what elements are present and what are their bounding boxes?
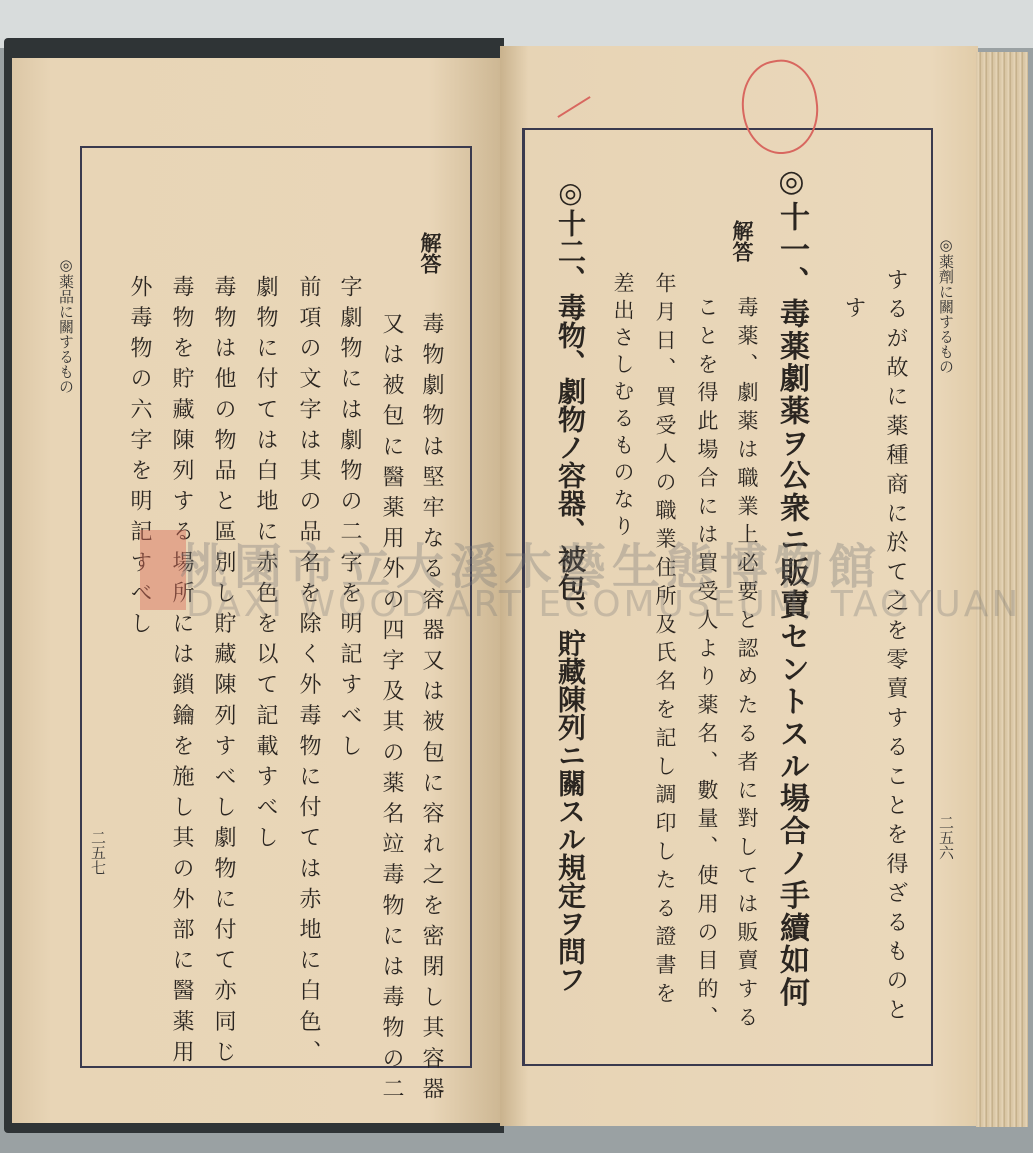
left-text-line-3: 字劇物には劇物の二字を明記すべし [337, 275, 362, 765]
answer-11-line-1: 毒薬、劇薬は職業上必要と認めたる者に對しては販賣する [735, 296, 759, 1035]
right-page-header: ◎薬劑に關するもの [937, 236, 955, 374]
answer-11-line-4: 差出さしむるものなり [611, 272, 635, 542]
left-text-line-6: 毒物は他の物品と區別し貯藏陳列すべし劇物に付て亦同じ [211, 275, 236, 1071]
museum-watermark: 桃園市立大溪木藝生態博物館 [180, 539, 883, 595]
right-page-number: 二五六 [937, 815, 955, 860]
left-page-header: ◎薬品に關するもの [57, 256, 75, 394]
left-page-number: 二五七 [89, 830, 107, 875]
left-text-line-7: 毒物を貯藏陳列する場所には鎖鑰を施し其の外部に醫薬用 [169, 275, 194, 1071]
left-text-line-2: 又は被包に醫薬用外の四字及其の薬名竝毒物には毒物の二 [379, 312, 404, 1108]
answer-11-line-3: 年月日、買受人の職業住所及氏名を記し調印したる證書を [653, 272, 677, 1011]
right-answer-label: 解答 [730, 220, 755, 262]
answer-11-line-2: ことを得此場合には買受人より薬名、數量、使用の目的、 [695, 296, 719, 1035]
right-text-top-line-2: す [841, 296, 866, 327]
question-11: ◎十一、毒薬劇薬ヲ公衆ニ販賣セントスル場合ノ手續如何 [774, 164, 809, 1009]
left-answer-label: 解答 [418, 232, 443, 274]
left-text-line-5: 劇物に付ては白地に赤色を以て記載すべし [253, 275, 278, 857]
left-text-line-4: 前項の文字は其の品名を除く外毒物に付ては赤地に白色、 [296, 275, 321, 1071]
left-text-line-1: 毒物劇物は堅牢なる容器又は被包に容れ之を密閉し其容器 [419, 312, 444, 1108]
left-text-line-8: 外毒物の六字を明記すべし [127, 275, 152, 643]
question-12: ◎十二、毒物、劇物ノ容器、被包、貯藏陳列ニ關スル規定ヲ問フ [554, 176, 587, 993]
museum-watermark-subtext: DAXI WOOD ART ECOMUSEUM, TAOYUAN [186, 584, 1022, 625]
right-text-top-line-1: するが故に薬種商に於て之を零賣することを得ざるものと [883, 268, 908, 1028]
